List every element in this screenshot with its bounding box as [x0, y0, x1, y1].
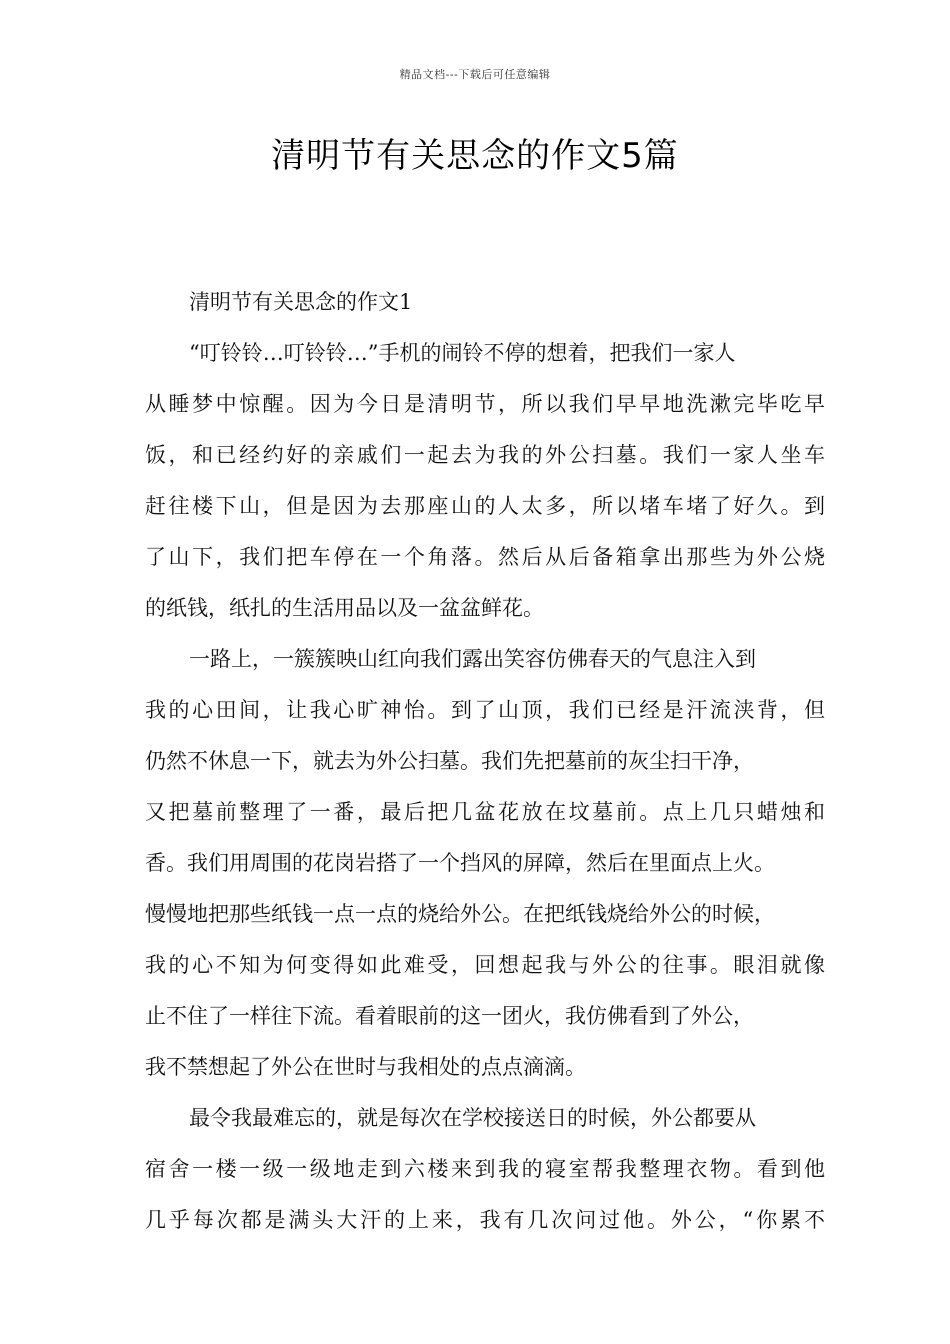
paragraph-line: 我不禁想起了外公在世时与我相处的点点滴滴。 [145, 1055, 586, 1079]
paragraph-line: 我的心不知为何变得如此难受，回想起我与外公的往事。眼泪就像 [145, 953, 825, 977]
paragraph-line: 最令我最难忘的，就是每次在学校接送日的时候，外公都要从 [189, 1106, 756, 1130]
paragraph-line: 一路上，一簇簇映山红向我们露出笑容仿佛春天的气息注入到 [189, 647, 756, 671]
paragraph-line: 赶往楼下山，但是因为去那座山的人太多，所以堵车堵了好久。到 [145, 494, 825, 518]
document-title: 清明节有关思念的作文5篇 [271, 136, 679, 176]
paragraph-line: 了山下，我们把车停在一个角落。然后从后备箱拿出那些为外公烧 [145, 545, 825, 569]
paragraph-line: “叮铃铃…叮铃铃…”手机的闹铃不停的想着，把我们一家人 [189, 341, 736, 365]
paragraph-line: 仍然不休息一下，就去为外公扫墓。我们先把墓前的灰尘扫干净， [145, 749, 754, 773]
paragraph-line: 又把墓前整理了一番，最后把几盆花放在坟墓前。点上几只蜡烛和 [145, 800, 825, 824]
paragraph-line: 止不住了一样往下流。看着眼前的这一团火，我仿佛看到了外公， [145, 1004, 754, 1028]
paragraph-line: 宿舍一楼一级一级地走到六楼来到我的寝室帮我整理衣物。看到他 [145, 1157, 825, 1181]
document-body [145, 282, 825, 1251]
paragraph-line: 香。我们用周围的花岗岩搭了一个挡风的屏障，然后在里面点上火。 [145, 851, 775, 875]
paragraph-line: 慢慢地把那些纸钱一点一点的烧给外公。在把纸钱烧给外公的时候， [145, 902, 775, 926]
paragraph-line: 几乎每次都是满头大汗的上来，我有几次问过他。外公，“你累不 [145, 1208, 825, 1232]
paragraph-line: 从睡梦中惊醒。因为今日是清明节，所以我们早早地洗漱完毕吃早 [145, 392, 825, 416]
paragraph-line: 饭，和已经约好的亲戚们一起去为我的外公扫墓。我们一家人坐车 [145, 443, 825, 467]
header-note: 精品文档---下载后可任意编辑 [399, 68, 551, 81]
paragraph-line: 我的心田间，让我心旷神怡。到了山顶，我们已经是汗流浃背，但 [145, 698, 825, 722]
paragraph-line: 的纸钱，纸扎的生活用品以及一盆盆鲜花。 [145, 596, 544, 620]
section-heading: 清明节有关思念的作文1 [189, 290, 413, 314]
